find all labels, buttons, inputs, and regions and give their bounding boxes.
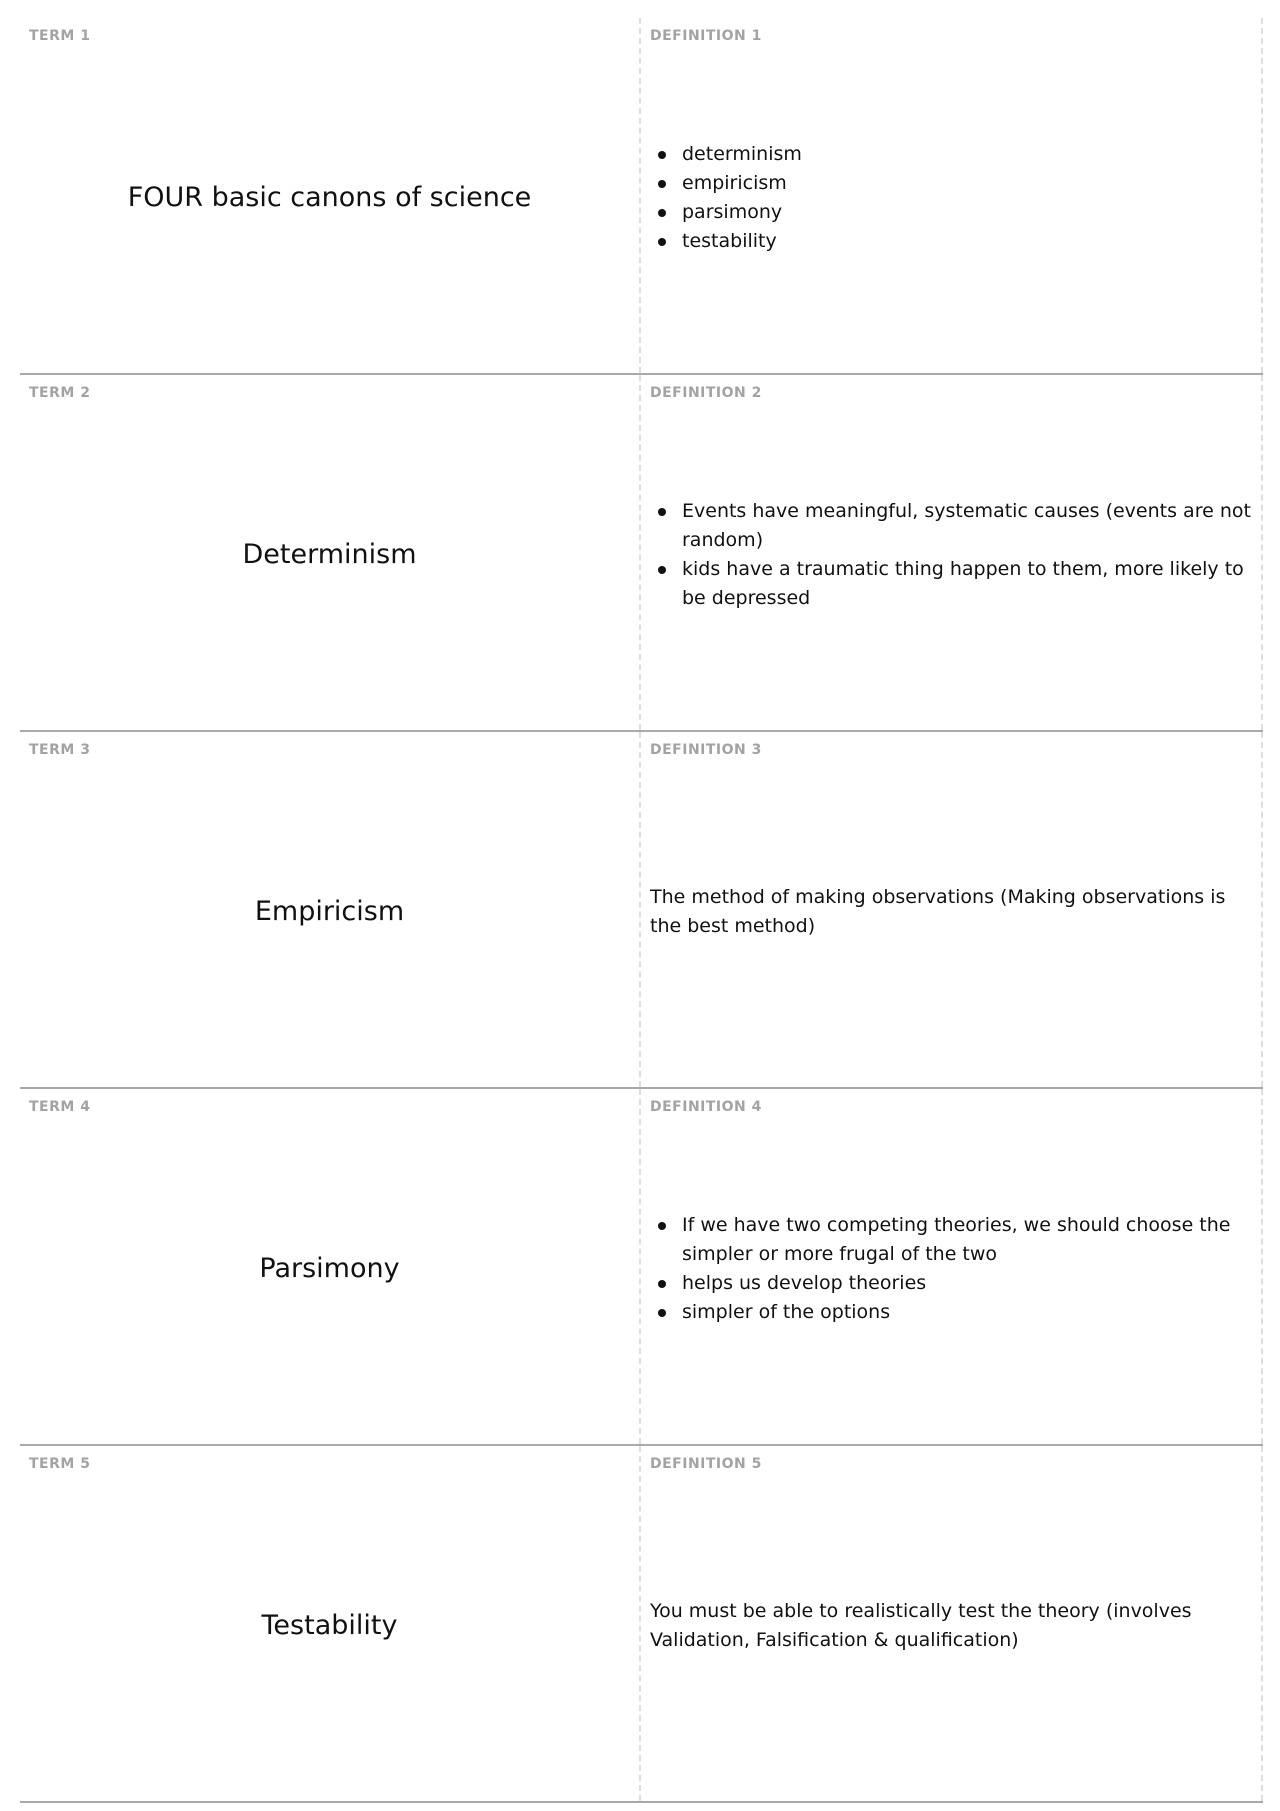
definition-bullet: determinism	[682, 140, 1251, 169]
definition-bullet: If we have two competing theories, we should choose the simpler or more frugal of the two	[682, 1211, 1251, 1269]
flashcard-row-4	[20, 1089, 1263, 1446]
definition-list	[650, 497, 1251, 613]
flashcard-row-2	[20, 375, 1263, 732]
term-cell	[20, 732, 641, 1087]
definition-bullet: testability	[682, 227, 1251, 256]
flashcard-row-5	[20, 1446, 1263, 1803]
term-text: Empiricism	[254, 896, 405, 927]
definition-list	[650, 140, 1251, 256]
definition-label: DEFINITION 1	[650, 28, 762, 44]
term-cell	[20, 1089, 641, 1444]
term-label: TERM 3	[29, 742, 91, 758]
term-cell	[20, 18, 641, 373]
definition-body	[650, 375, 1251, 730]
term-cell	[20, 375, 641, 730]
definition-label: DEFINITION 5	[650, 1456, 762, 1472]
definition-bullet: simpler of the options	[682, 1298, 1251, 1327]
definition-label: DEFINITION 4	[650, 1099, 762, 1115]
term-text: FOUR basic canons of science	[127, 182, 532, 213]
term-label: TERM 1	[29, 28, 91, 44]
flashcard-row-1	[20, 18, 1263, 375]
definition-cell	[641, 1089, 1263, 1444]
definition-bullet: helps us develop theories	[682, 1269, 1251, 1298]
definition-bullet: kids have a traumatic thing happen to them, more likely to be depressed	[682, 555, 1251, 613]
definition-paragraph: You must be able to realistically test the theory (involves Validation, Falsification & qualification)	[650, 1599, 1192, 1651]
definition-body	[650, 18, 1251, 373]
definition-bullet: empiricism	[682, 169, 1251, 198]
term-label: TERM 2	[29, 385, 91, 401]
term-text: Determinism	[242, 539, 417, 570]
term-label: TERM 5	[29, 1456, 91, 1472]
definition-paragraph: The method of making observations (Making observations is the best method)	[650, 885, 1226, 937]
flashcard-row-3	[20, 732, 1263, 1089]
term-text: Testability	[261, 1610, 398, 1641]
definition-body	[650, 1089, 1251, 1444]
definition-label: DEFINITION 2	[650, 385, 762, 401]
definition-label: DEFINITION 3	[650, 742, 762, 758]
definition-bullet: Events have meaningful, systematic causes (events are not random)	[682, 497, 1251, 555]
definition-cell	[641, 732, 1263, 1087]
definition-body	[650, 732, 1251, 1087]
definition-bullet: parsimony	[682, 198, 1251, 227]
definition-cell	[641, 375, 1263, 730]
definition-cell	[641, 18, 1263, 373]
term-label: TERM 4	[29, 1099, 91, 1115]
flashcard-sheet	[20, 18, 1263, 1798]
term-cell	[20, 1446, 641, 1801]
definition-cell	[641, 1446, 1263, 1801]
definition-list	[650, 1211, 1251, 1327]
term-text: Parsimony	[259, 1253, 400, 1284]
definition-body	[650, 1446, 1251, 1801]
